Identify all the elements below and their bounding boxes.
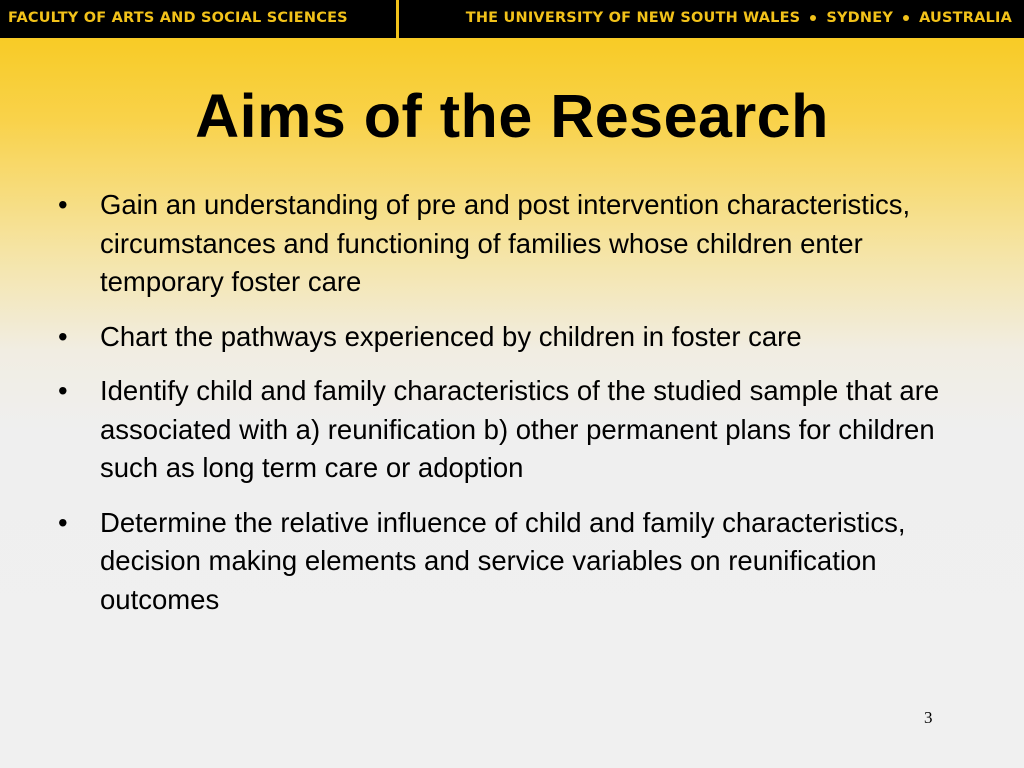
bullet-dot-icon — [903, 15, 909, 21]
faculty-name: FACULTY OF ARTS AND SOCIAL SCIENCES — [8, 10, 348, 26]
bullet-list — [58, 186, 958, 635]
bullet-dot-icon — [810, 15, 816, 21]
bullet-text: Chart the pathways experienced by children in foster care — [100, 320, 802, 352]
bullet-icon: • — [58, 320, 68, 352]
university-name-group — [466, 10, 1012, 26]
bullet-item — [58, 186, 958, 302]
slide-title: Aims of the Research — [195, 82, 829, 150]
banner-divider — [396, 0, 399, 38]
bullet-text: Determine the relative influence of child and family characteristics, decision making elements and service variables on reunification outcomes — [100, 506, 906, 615]
page-number: 3 — [924, 708, 933, 727]
bullet-icon: • — [58, 506, 68, 538]
bullet-text: Identify child and family characteristics of the studied sample that are associated with a) reunification b) other permanent plans for children such as long term care or adoption — [100, 375, 940, 483]
city-name: SYDNEY — [826, 10, 894, 26]
bullet-item — [58, 504, 958, 620]
bullet-item — [58, 372, 958, 488]
bullet-text: Gain an understanding of pre and post intervention characteristics, circumstances and functioning of families whose children enter temporary foster care — [100, 189, 911, 297]
bullet-icon: • — [58, 375, 68, 406]
bullet-icon: • — [58, 189, 68, 220]
bullet-item — [58, 318, 958, 357]
university-name: THE UNIVERSITY OF NEW SOUTH WALES — [465, 10, 801, 26]
country-name: AUSTRALIA — [919, 10, 1012, 26]
header-banner — [0, 0, 1024, 38]
